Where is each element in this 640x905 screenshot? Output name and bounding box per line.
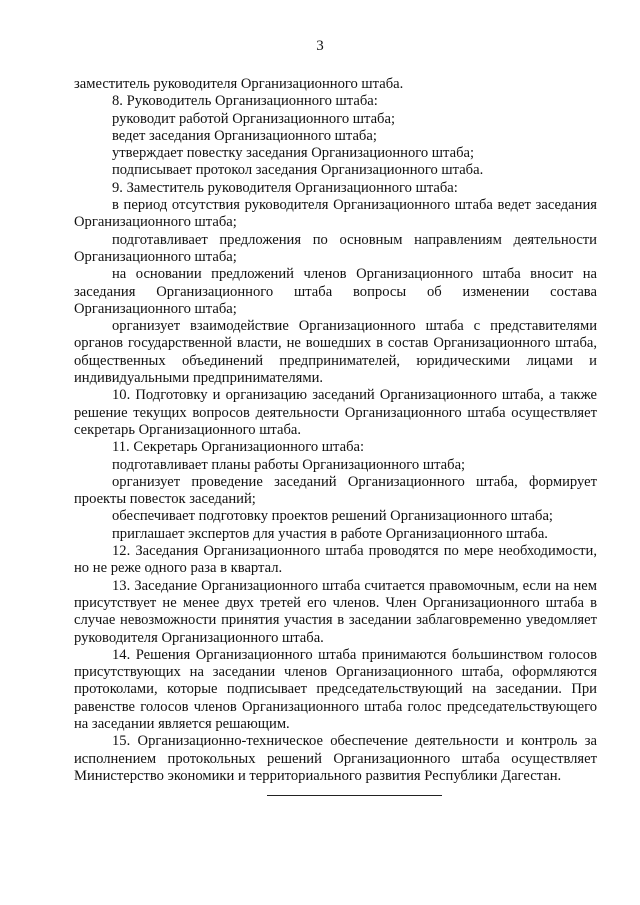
paragraph: в период отсутствия руководителя Организационного штаба ведет заседания Организационного штаба; [74,197,597,231]
paragraph: заместитель руководителя Организационного штаба. [74,76,404,92]
paragraph: 13. Заседание Организационного штаба считается правомочным, если на нем присутствует не менее двух третей его членов. Член Организационного штаба в случае невозможности принятия участия в заседании заблаговременно уведомляет руководителя Организационного штаба. [74,577,597,646]
paragraph: на основании предложений членов Организационного штаба вносит на заседания Организационного штаба вопросы об изменении состава Организационного штаба; [74,266,597,317]
page-number: 3 [316,38,324,54]
paragraph: 11. Секретарь Организационного штаба: [112,439,365,456]
paragraph: 14. Решения Организационного штаба принимаются большинством голосов присутствующих на заседании членов Организационного штаба, оформляются протоколами, которые подписывает председательствующий на заседании. При равенстве голосов членов Организационного штаба голос председательствующего на заседании является решающим. [74,646,597,732]
end-divider-line [267,795,442,796]
paragraph: обеспечивает подготовку проектов решений Организационного штаба; [112,508,553,525]
paragraph: организует взаимодействие Организационного штаба с представителями органов государственной власти, не вошедших в состав Организационного штаба, общественных объединений предпринимателей, юридическими лицами и индивидуальными предпринимателями. [74,318,597,387]
paragraph: 10. Подготовку и организацию заседаний Организационного штаба, а также решение текущих вопросов деятельности Организационного штаба осуществляет секретарь Организационного штаба. [74,387,597,438]
paragraph: подготавливает планы работы Организационного штаба; [112,456,466,473]
paragraph: подписывает протокол заседания Организационного штаба. [112,162,484,179]
paragraph: 9. Заместитель руководителя Организационного штаба: [112,179,458,196]
paragraph: утверждает повестку заседания Организационного штаба; [112,145,475,162]
paragraph: руководит работой Организационного штаба; [112,110,396,127]
paragraph: 8. Руководитель Организационного штаба: [112,93,378,110]
paragraph: приглашает экспертов для участия в работе Организационного штаба. [112,525,548,542]
document-body [74,76,597,785]
paragraph: 15. Организационно-техническое обеспечение деятельности и контроль за исполнением протокольных решений Организационного штаба осуществляет Министерство экономики и территориального развития Республики Дагестан. [74,733,597,784]
paragraph: ведет заседания Организационного штаба; [112,127,377,144]
paragraph: организует проведение заседаний Организационного штаба, формирует проекты повесток заседаний; [74,473,597,508]
paragraph: 12. Заседания Организационного штаба проводятся по мере необходимости, но не реже одного раза в квартал. [74,543,597,577]
paragraph: подготавливает предложения по основным направлениям деятельности Организационного штаба; [74,231,597,265]
